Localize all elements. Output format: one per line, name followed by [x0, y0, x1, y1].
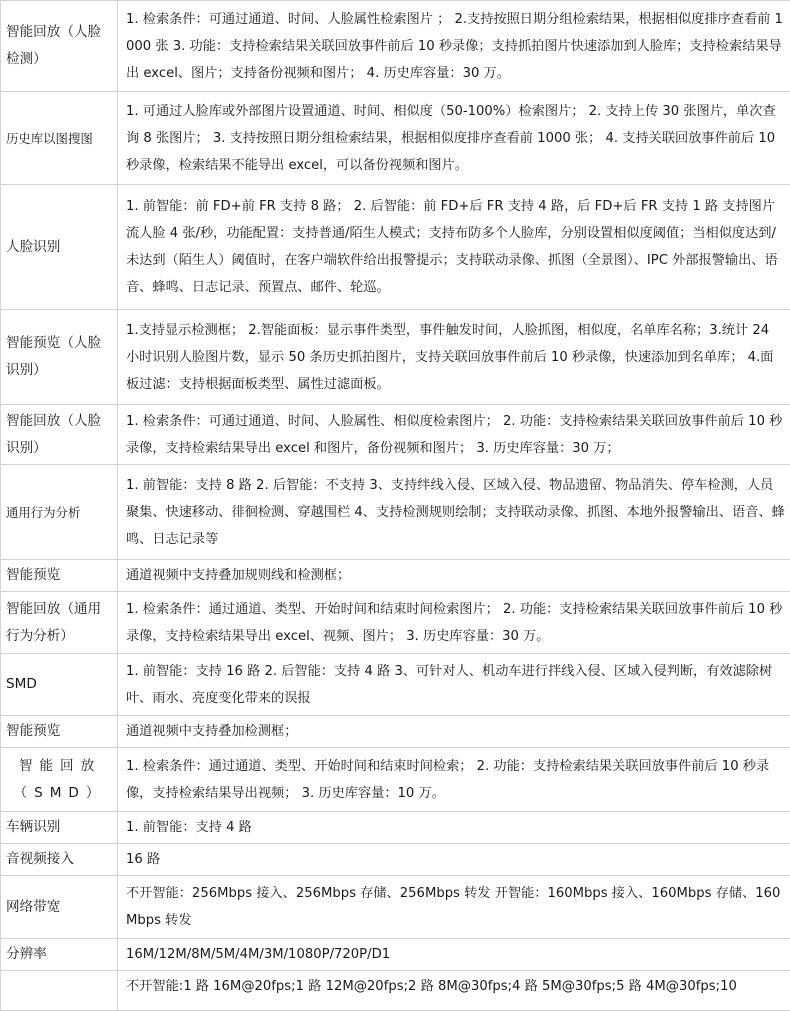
row-label: 通用行为分析	[1, 465, 118, 560]
row-label: 智能回放（人脸识别）	[1, 405, 118, 465]
table-row	[1, 465, 790, 560]
row-desc: 1. 前智能：支持 16 路 2. 后智能：支持 4 路 3、可针对人、机动车进行拌线入侵、区域入侵判断，有效滤除树叶、雨水、亮度变化带来的误报	[118, 654, 790, 716]
row-label: 智能回放（人脸检测）	[1, 1, 118, 92]
row-label: 人脸识别	[1, 185, 118, 310]
row-label: 音视频接入	[1, 844, 118, 876]
row-desc: 1. 前智能：支持 4 路	[118, 812, 790, 844]
table-row	[1, 92, 790, 185]
row-desc: 1. 检索条件：通过通道、类型、开始时间和结束时间检索图片； 2. 功能：支持检索结果关联回放事件前后 10 秒录像，支持检索结果导出 excel、视频、图片； 3. 历史库容量：30 万。	[118, 592, 790, 654]
row-desc: 不开智能：256Mbps 接入、256Mbps 存储、256Mbps 转发 开智能：160Mbps 接入、160Mbps 存储、160Mbps 转发	[118, 876, 790, 939]
table-row	[1, 876, 790, 939]
table-row	[1, 939, 790, 971]
table-row	[1, 971, 790, 1011]
row-desc: 通道视频中支持叠加规则线和检测框；	[118, 560, 790, 592]
table-row	[1, 310, 790, 405]
row-desc: 1. 可通过人脸库或外部图片设置通道、时间、相似度（50-100%）检索图片； 2. 支持上传 30 张图片，单次查询 8 张图片； 3. 支持按照日期分组检索结果，根据相似度排序查看前 1000 张； 4. 支持关联回放事件前后 10 秒录像，检索结果不能导出 excel，可以备份视频和图片。	[118, 92, 790, 185]
table-row	[1, 748, 790, 812]
row-desc: 16M/12M/8M/5M/4M/3M/1080P/720P/D1	[118, 939, 790, 971]
row-label: 智能回放（SMD）	[1, 748, 118, 812]
table-row	[1, 654, 790, 716]
row-desc: 1. 检索条件：可通过通道、时间、人脸属性检索图片 ； 2.支持按照日期分组检索结果，根据相似度排序查看前 1000 张 3. 功能：支持检索结果关联回放事件前后 10 秒录像；支持抓拍图片快速添加到人脸库；支持检索结果导出 excel、图片；支持备份视频和图片； 4. 历史库容量：30 万。	[118, 1, 790, 92]
row-label: 历史库以图搜图	[1, 92, 118, 185]
table-row	[1, 1, 790, 92]
table-row	[1, 560, 790, 592]
row-label	[1, 971, 118, 1011]
table-row	[1, 812, 790, 844]
table-row	[1, 185, 790, 310]
table-row	[1, 716, 790, 748]
row-label: 网络带宽	[1, 876, 118, 939]
row-label: 智能预览	[1, 560, 118, 592]
row-desc: 16 路	[118, 844, 790, 876]
row-label: 智能预览（人脸识别）	[1, 310, 118, 405]
row-desc: 1. 前智能：支持 8 路 2. 后智能：不支持 3、支持绊线入侵、区域入侵、物品遗留、物品消失、停车检测，人员聚集、快速移动、徘徊检测、穿越围栏 4、支持检测规则绘制；支持联动录像、抓图、本地外报警输出、语音、蜂鸣、日志记录等	[118, 465, 790, 560]
row-label: 分辨率	[1, 939, 118, 971]
row-desc: 1. 前智能：前 FD+前 FR 支持 8 路； 2. 后智能：前 FD+后 FR 支持 4 路，后 FD+后 FR 支持 1 路 支持图片流人脸 4 张/秒，功能配置：支持普通/陌生人模式；支持布防多个人脸库，分别设置相似度阈值；当相似度达到/未达到（陌生人）阈值时，在客户端软件给出报警提示；支持联动录像、抓图（全景图）、IPC 外部报警输出、语音、蜂鸣、日志记录、预置点、邮件、轮巡。	[118, 185, 790, 310]
row-desc: 1. 检索条件：可通过通道、时间、人脸属性、相似度检索图片； 2. 功能：支持检索结果关联回放事件前后 10 秒录像，支持检索结果导出 excel 和图片，备份视频和图片； 3. 历史库容量：30 万；	[118, 405, 790, 465]
table-row	[1, 405, 790, 465]
table-row	[1, 844, 790, 876]
table-row	[1, 592, 790, 654]
row-label: 智能回放（通用行为分析）	[1, 592, 118, 654]
row-label: SMD	[1, 654, 118, 716]
row-label: 车辆识别	[1, 812, 118, 844]
row-desc: 不开智能:1 路 16M@20fps;1 路 12M@20fps;2 路 8M@30fps;4 路 5M@30fps;5 路 4M@30fps;10	[118, 971, 790, 1011]
row-label: 智能预览	[1, 716, 118, 748]
row-desc: 1.支持显示检测框； 2.智能面板：显示事件类型，事件触发时间，人脸抓图，相似度，名单库名称；3.统计 24 小时识别人脸图片数，显示 50 条历史抓拍图片，支持关联回放事件前后 10 秒录像，快速添加到名单库； 4.面板过滤：支持根据面板类型、属性过滤面板。	[118, 310, 790, 405]
row-desc: 通道视频中支持叠加检测框；	[118, 716, 790, 748]
row-desc: 1. 检索条件：通过通道、类型、开始时间和结束时间检索； 2. 功能：支持检索结果关联回放事件前后 10 秒录像，支持检索结果导出视频； 3. 历史库容量：10 万。	[118, 748, 790, 812]
